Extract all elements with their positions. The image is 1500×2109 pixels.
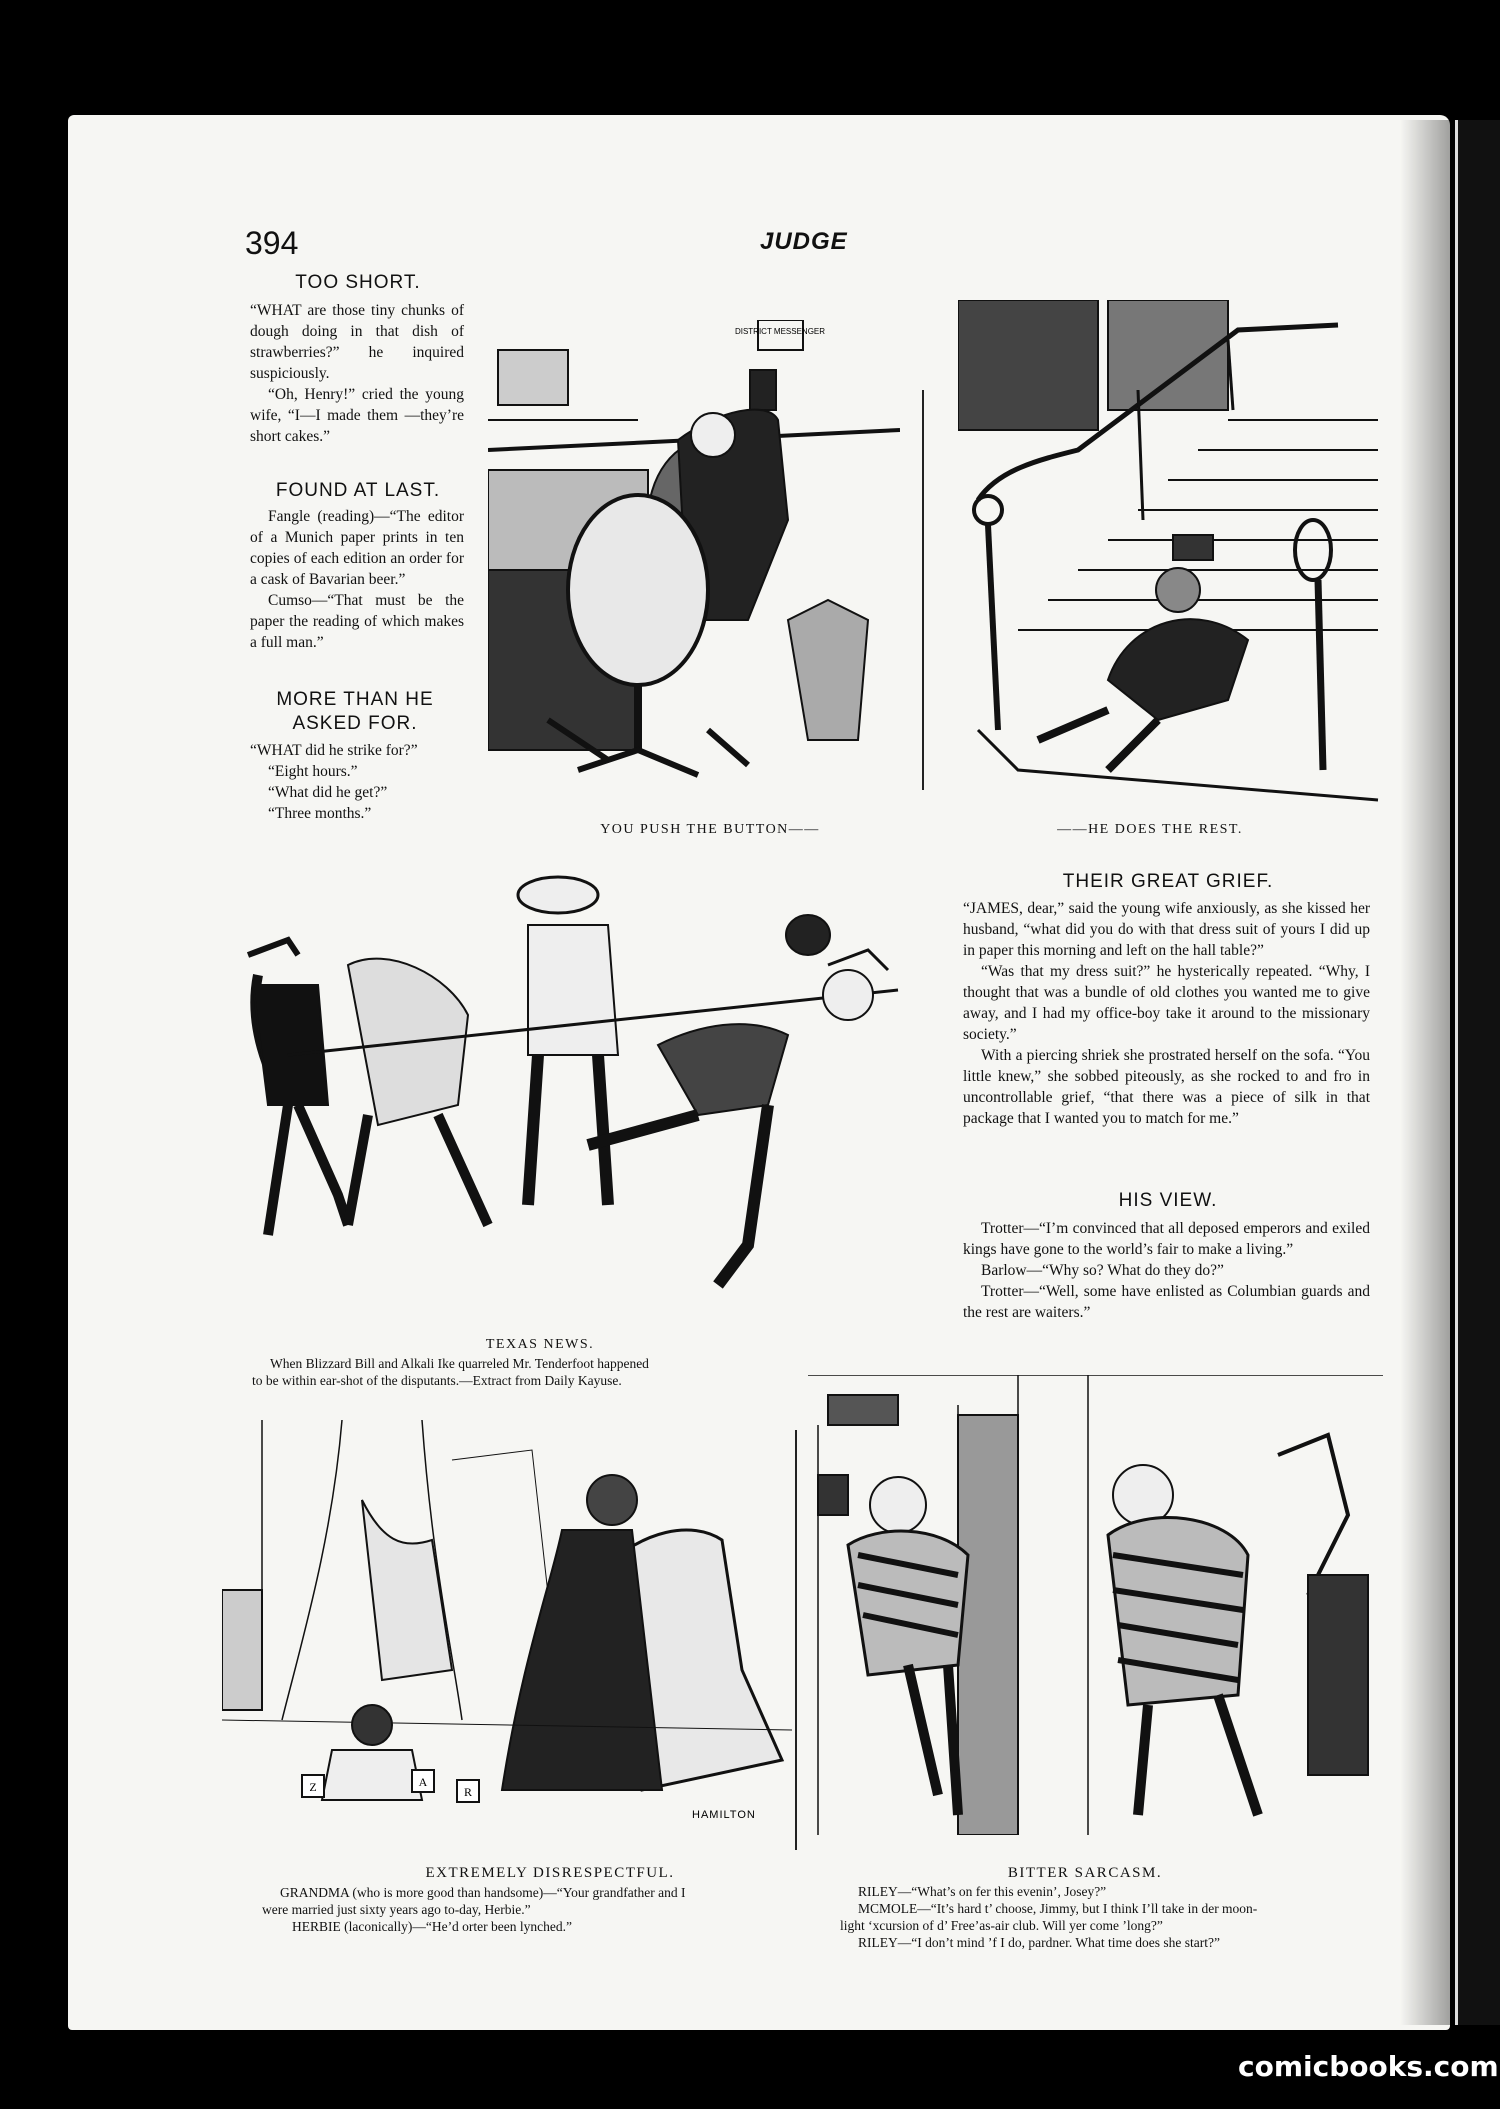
cartoon-push-button-illustration: [488, 320, 900, 790]
more-than-line1: “WHAT did he strike for?”: [250, 742, 418, 759]
cartoon-does-the-rest-illustration: [958, 300, 1380, 815]
page-number: 394: [245, 225, 299, 261]
found-at-last-title: FOUND AT LAST.: [275, 480, 441, 501]
his-view-p3: Trotter—“Well, some have enlisted as Columbian guards and the rest are waiters.”: [963, 1283, 1370, 1321]
block-z: Z: [309, 1780, 317, 1794]
stairs-scene-svg: [958, 300, 1380, 815]
column-rule: [922, 390, 924, 790]
his-view-title: HIS VIEW.: [1118, 1190, 1218, 1211]
too-short-text: [250, 300, 464, 447]
found-at-last-p2: Cumso—“That must be the paper the reading of which makes a full man.”: [250, 592, 464, 651]
more-than-line2: “Eight hours.”: [268, 763, 358, 780]
great-grief-p2: “Was that my dress suit?” he hysterically repeated. “Why, I thought that was a bundle of old clothes you wanted me to give away, and I had my office-boy take it around to the missionary society.”: [963, 963, 1370, 1043]
too-short-title: TOO SHORT.: [295, 272, 421, 293]
more-than-line3: “What did he get?”: [268, 784, 388, 801]
artist-signature: HAMILTON: [692, 1809, 756, 1821]
texas-news-caption: [252, 1355, 812, 1389]
texas-news-line1: When Blizzard Bill and Alkali Ike quarreled Mr. Tenderfoot happened: [270, 1356, 649, 1371]
messenger-sign: DISTRICT MESSENGER: [734, 327, 826, 336]
his-view-p2: Barlow—“Why so? What do they do?”: [981, 1262, 1224, 1279]
disrespectful-line3: HERBIE (laconically)—“He’d orter been lynched.”: [292, 1919, 573, 1934]
brawl-scene-svg: [228, 845, 938, 1335]
his-view-p1: Trotter—“I’m convinced that all deposed emperors and exiled kings have gone to the world’s fair to make a living.”: [963, 1220, 1370, 1258]
found-at-last-text: [250, 506, 464, 653]
too-short-p1: “WHAT are those tiny chunks of dough doing in that dish of strawberries?” he inquired suspiciously.: [250, 302, 464, 382]
disrespectful-caption: [262, 1884, 822, 1935]
sarcasm-line1: RILEY—“What’s on fer this evenin’, Josey?”: [858, 1884, 1107, 1899]
sarcasm-caption: [840, 1883, 1380, 1951]
texas-news-line2: to be within ear-shot of the disputants.—Extract from Daily Kayuse.: [252, 1373, 622, 1388]
push-button-caption: YOU PUSH THE BUTTON——: [600, 822, 820, 837]
more-than-line4: “Three months.”: [268, 805, 372, 822]
sarcasm-title: BITTER SARCASM.: [1007, 1865, 1163, 1881]
more-than-text: [250, 740, 464, 824]
too-short-p2: “Oh, Henry!” cried the young wife, “I—I made them —they’re short cakes.”: [250, 386, 464, 445]
column-rule-bottom: [795, 1430, 797, 1850]
page-curl-shadow: [1400, 120, 1450, 2025]
next-page-edge: [1455, 120, 1500, 2025]
does-the-rest-caption: ——HE DOES THE REST.: [1057, 822, 1243, 837]
grandma-scene-svg: [222, 1420, 792, 1835]
great-grief-p3: With a piercing shriek she prostrated herself on the sofa. “You little knew,” she sobbed piteously, as she rocked to and fro in uncontrollable grief, “that there was a piece of silk in that package that I wanted you to match for me.”: [963, 1047, 1370, 1127]
sarcasm-line2: MCMOLE—“It’s hard t’ choose, Jimmy, but I think I’ll take in der moon-: [858, 1901, 1258, 1916]
sarcasm-line3: light ‘xcursion of d’ Free’as-air club. Will yer come ’long?”: [840, 1918, 1163, 1933]
office-scene-svg: [488, 320, 900, 790]
great-grief-p1: “JAMES, dear,” said the young wife anxiously, as she kissed her husband, “what did you do with that dress suit of yours I did up in paper this morning and left on the hall table?”: [963, 900, 1370, 959]
bitter-sarcasm-illustration: [808, 1375, 1383, 1835]
disrespectful-line2: were married just sixty years ago to-day, Herbie.”: [262, 1902, 531, 1917]
more-than-title: MORE THAN HE ASKED FOR.: [276, 689, 434, 734]
block-a: A: [418, 1775, 428, 1789]
prison-scene-svg: [808, 1375, 1383, 1835]
texas-news-title: TEXAS NEWS.: [485, 1337, 595, 1352]
block-r: R: [463, 1785, 473, 1799]
running-head: JUDGE: [760, 228, 848, 255]
disrespectful-illustration: [222, 1420, 792, 1835]
watermark-logo: comicbooks.com: [1238, 2050, 1499, 2083]
great-grief-text: [963, 898, 1370, 1129]
sarcasm-line4: RILEY—“I don’t mind ’f I do, pardner. What time does she start?”: [858, 1935, 1221, 1950]
texas-news-illustration: [228, 845, 938, 1335]
his-view-text: [963, 1218, 1370, 1323]
disrespectful-title: EXTREMELY DISRESPECTFUL.: [425, 1865, 675, 1881]
found-at-last-p1: Fangle (reading)—“The editor of a Munich paper prints in ten copies of each edition an order for a cask of Bavarian beer.”: [250, 508, 464, 588]
disrespectful-line1: GRANDMA (who is more good than handsome)—“Your grandfather and I: [280, 1885, 686, 1900]
great-grief-title: THEIR GREAT GRIEF.: [1062, 871, 1274, 892]
